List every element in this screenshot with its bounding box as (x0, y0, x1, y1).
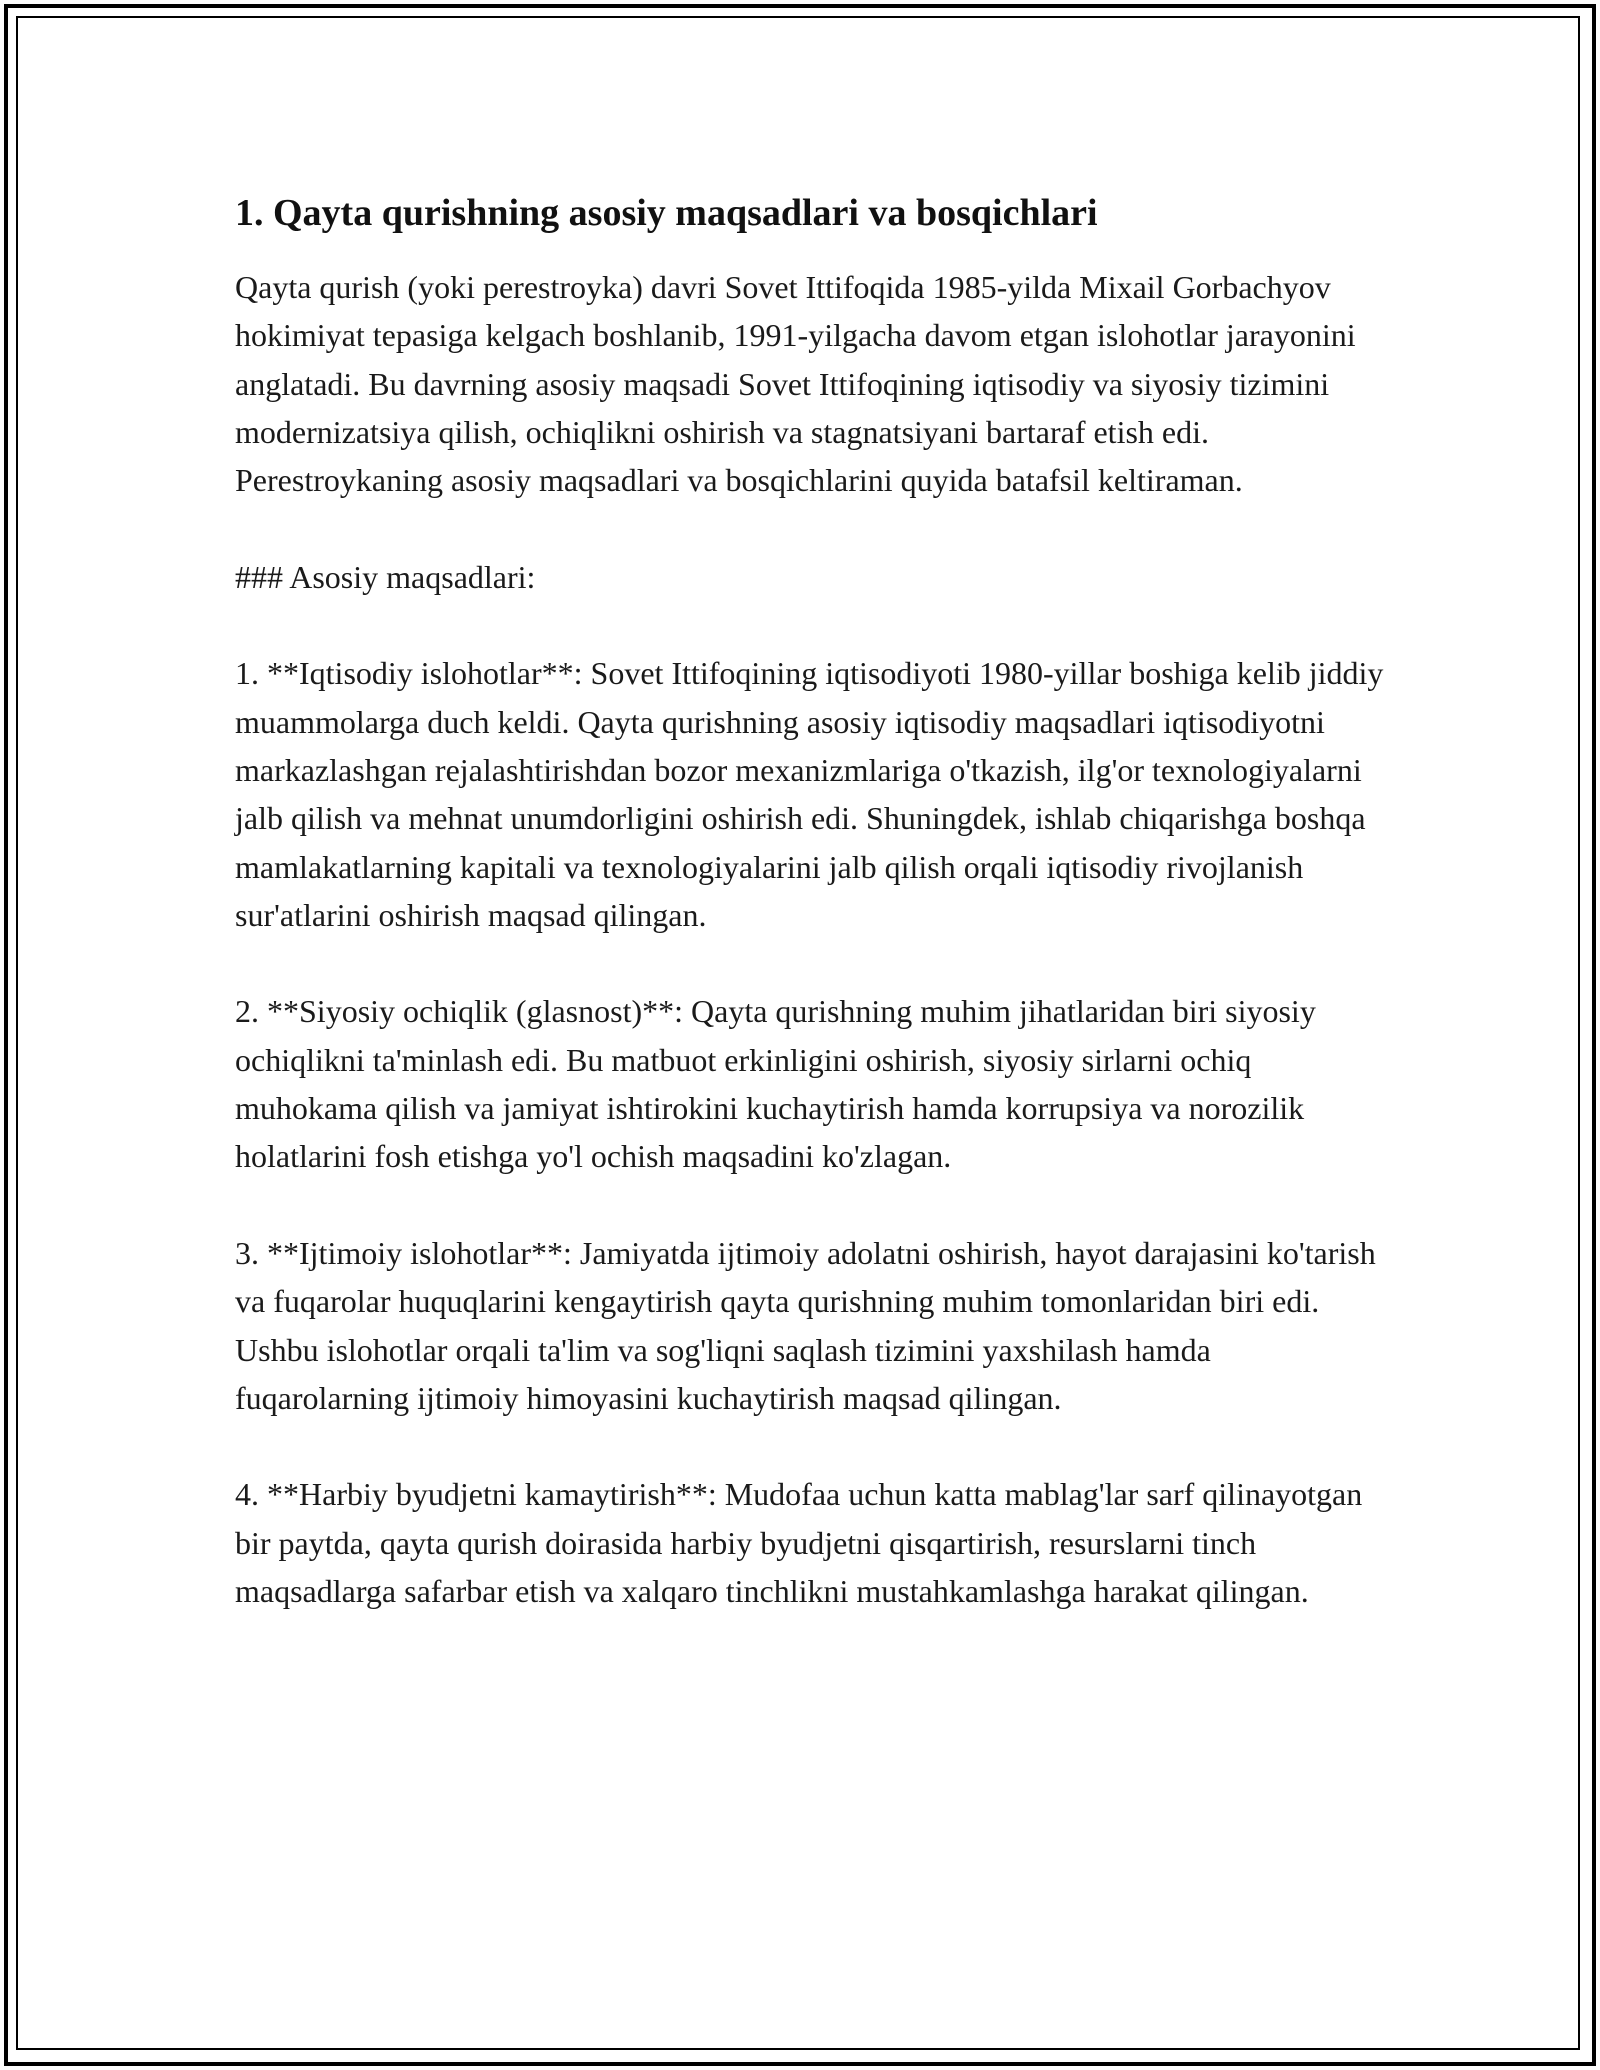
intro-paragraph: Qayta qurish (yoki perestroyka) davri Sovet Ittifoqida 1985-yilda Mixail Gorbachyov hokimiyat tepasiga kelgach boshlanib, 1991-yilgacha davom etgan islohotlar jarayonini anglatadi. Bu davrning asosiy maqsadi Sovet Ittifoqining iqtisodiy va siyosiy tizimini modernizatsiya qilish, ochiqlikni oshirish va stagnatsiyani bartaraf etish edi. Perestroykaning asosiy maqsadlari va bosqichlarini quyida batafsil keltiraman. (235, 269, 1356, 499)
document-body (235, 187, 1385, 1664)
list-item-glasnost: 2. **Siyosiy ochiqlik (glasnost)**: Qayta qurishning muhim jihatlaridan biri siyosiy ochiqlikni ta'minlash edi. Bu matbuot erkinligini oshirish, siyosiy sirlarni ochiq muhokama qilish va jamiyat ishtirokini kuchaytirish hamda korrupsiya va norozilik holatlarini fosh etishga yo'l ochish maqsadini ko'zlagan. (235, 993, 1316, 1175)
list-item-military: 4. **Harbiy byudjetni kamaytirish**: Mudofaa uchun katta mablag'lar sarf qilinayotgan bir paytda, qayta qurish doirasida harbiy byudjetni qisqartirish, resurslarni tinch maqsadlarga safarbar etish va xalqaro tinchlikni mustahkamlashga harakat qilingan. (235, 1476, 1363, 1610)
subheading-goals: ### Asosiy maqsadlari: (235, 558, 536, 595)
list-item-social: 3. **Ijtimoiy islohotlar**: Jamiyatda ijtimoiy adolatni oshirish, hayot darajasini ko'tarish va fuqarolar huquqlarini kengaytirish qayta qurishning muhim tomonlaridan biri edi. Ushbu islohotlar orqali ta'lim va sog'liqni saqlash tizimini yaxshilash hamda fuqarolarning ijtimoiy himoyasini kuchaytirish maqsad qilingan. (235, 1234, 1376, 1416)
section-title: 1. Qayta qurishning asosiy maqsadlari va bosqichlari (235, 192, 1098, 234)
list-item-economic: 1. **Iqtisodiy islohotlar**: Sovet Ittifoqining iqtisodiyoti 1980-yillar boshiga kelib jiddiy muammolarga duch keldi. Qayta qurishning asosiy iqtisodiy maqsadlari iqtisodiyotni markazlashgan rejalashtirishdan bozor mexanizmlariga o'tkazish, ilg'or texnologiyalarni jalb qilish va mehnat unumdorligini oshirish edi. Shuningdek, ishlab chiqarishga boshqa mamlakatlarning kapitali va texnologiyalarini jalb qilish orqali iqtisodiy rivojlanish sur'atlarini oshirish maqsad qilingan. (235, 655, 1384, 933)
